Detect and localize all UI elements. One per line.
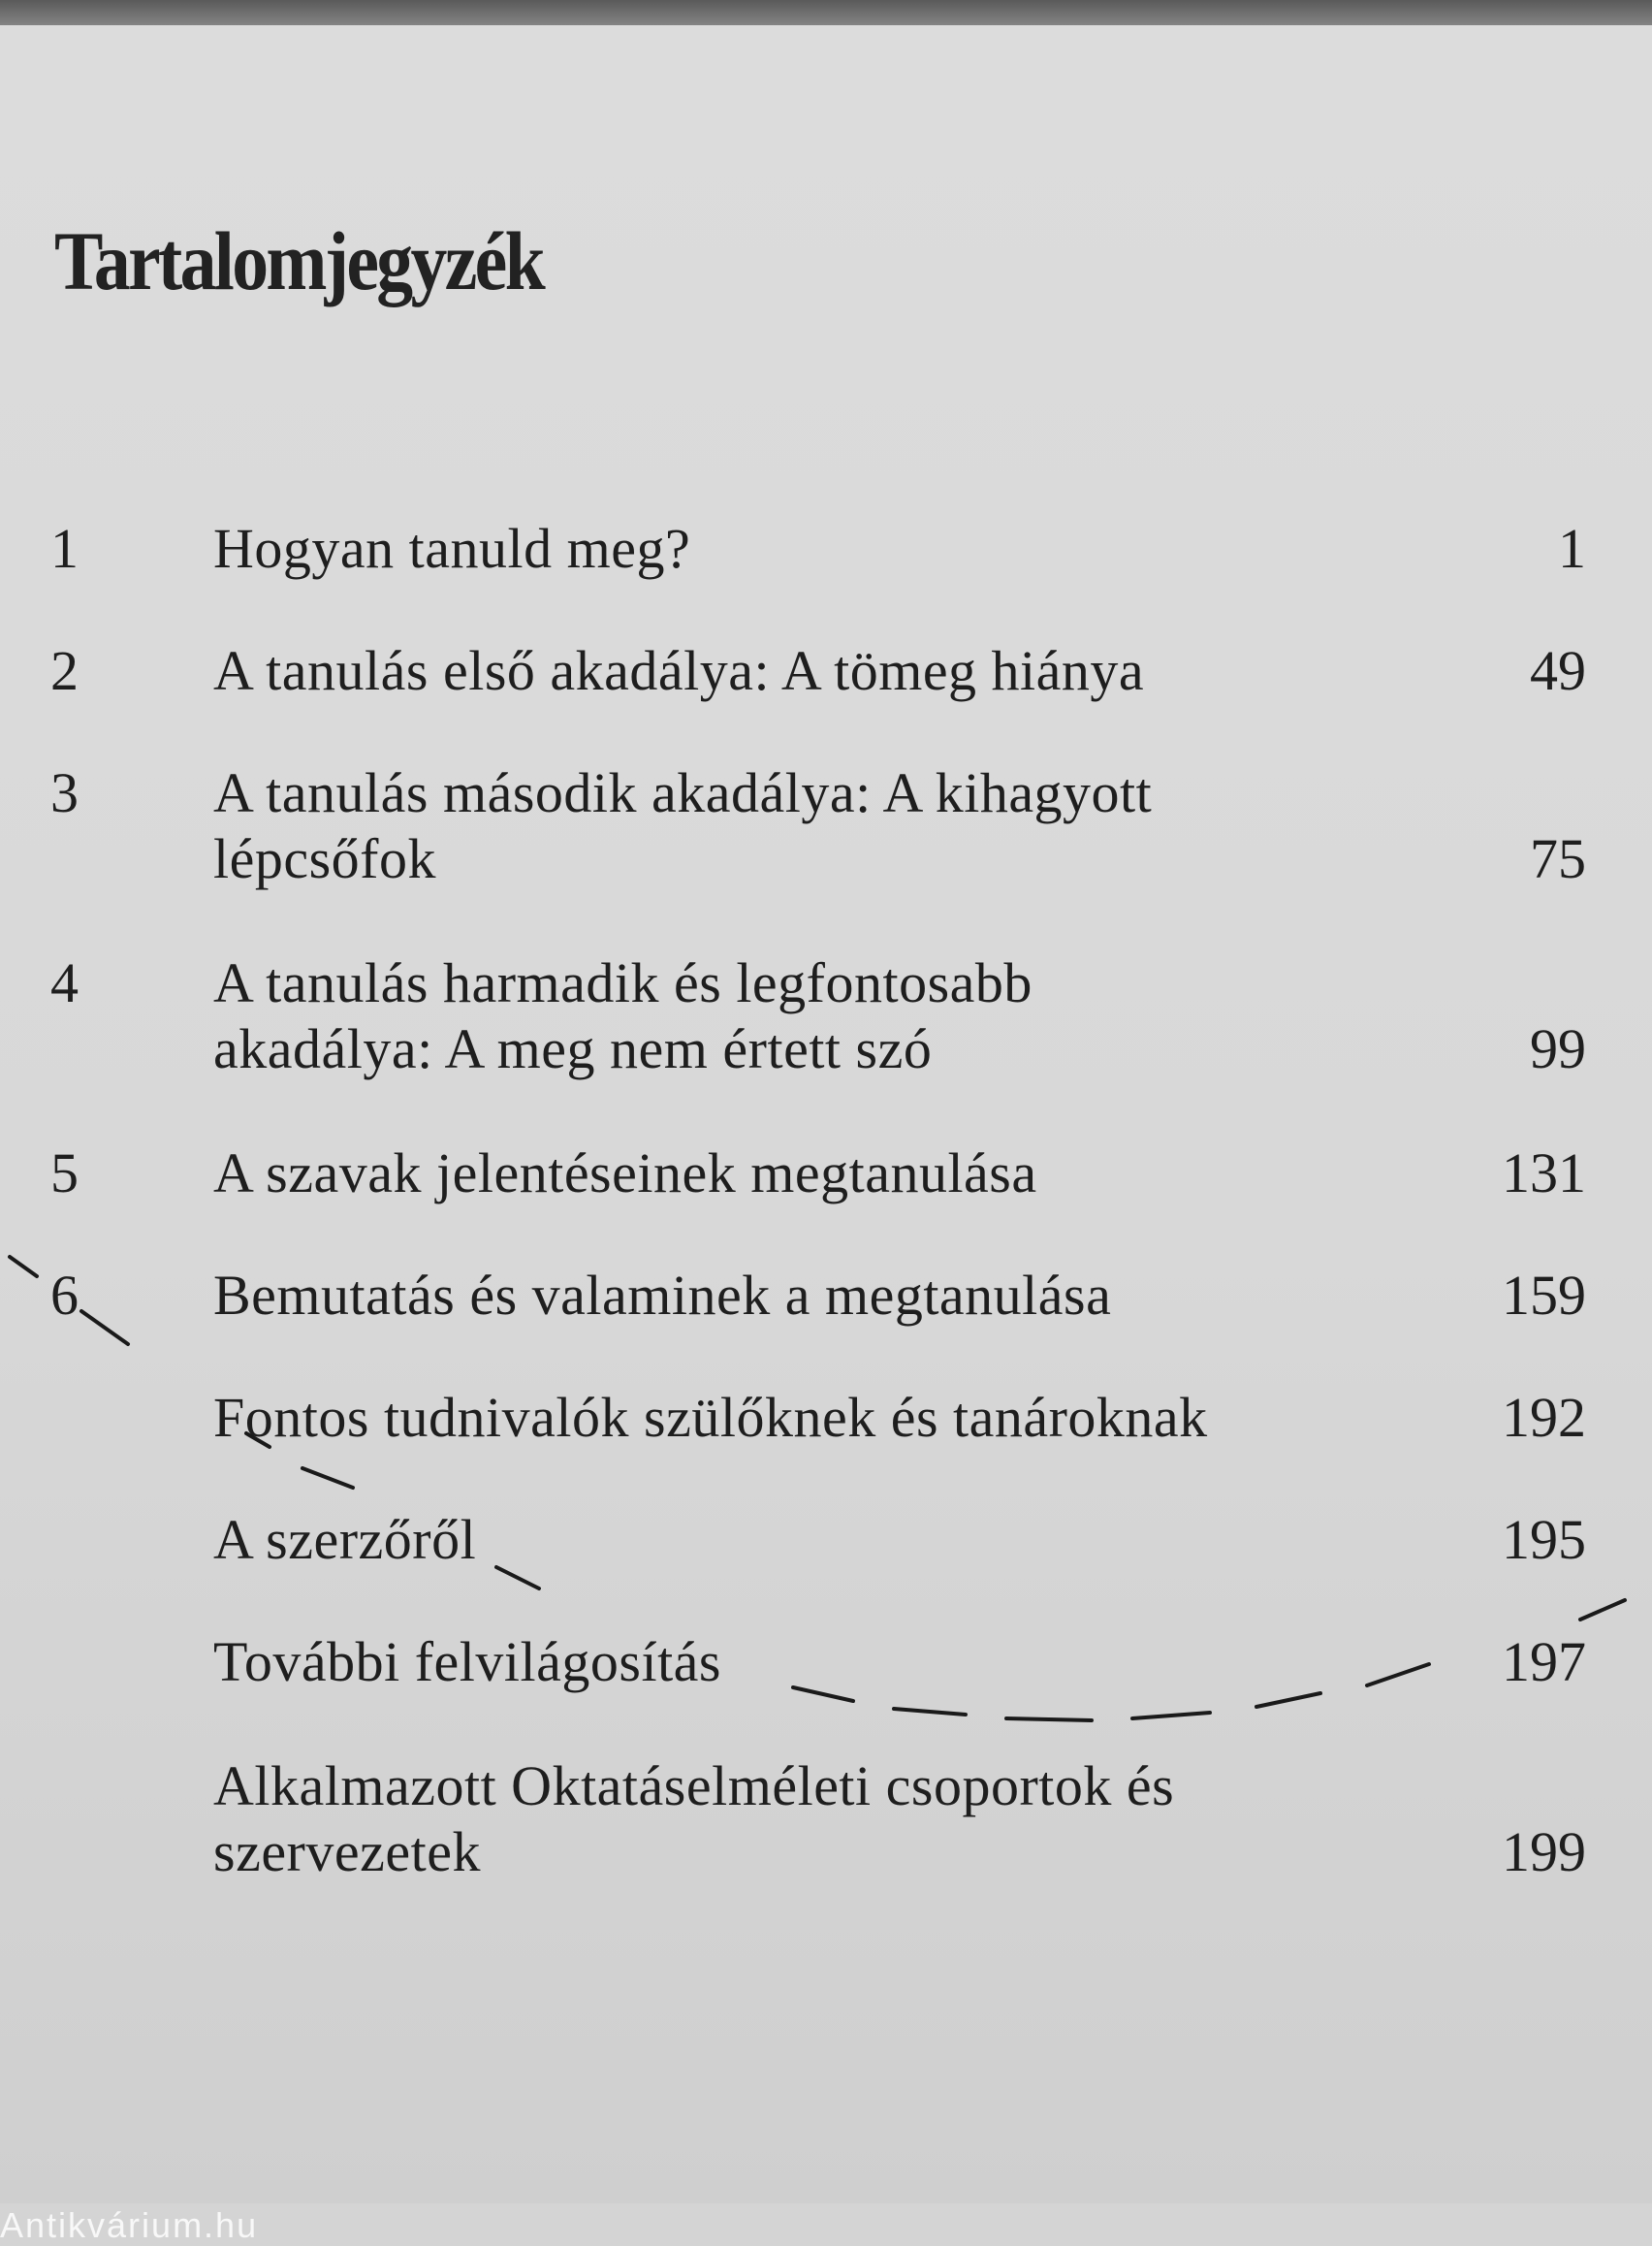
- pen-mark: [246, 1433, 270, 1447]
- page-title: Tartalomjegyzék: [54, 214, 544, 307]
- page-number: 199: [1502, 1820, 1586, 1883]
- chapter-title-line: lépcsőfok: [213, 827, 436, 890]
- chapter-title-line: Fontos tudnivalók szülőknek és tanároknak: [213, 1386, 1208, 1449]
- pen-mark: [793, 1687, 853, 1701]
- pen-mark: [496, 1567, 539, 1588]
- pen-mark: [1256, 1693, 1320, 1707]
- page-number: 1: [1558, 517, 1586, 580]
- chapter-title-line: További felvilágosítás: [213, 1630, 721, 1693]
- chapter-number: 2: [50, 639, 79, 702]
- chapter-title-line: A tanulás második akadálya: A kihagyott: [213, 761, 1153, 824]
- pen-mark: [1580, 1600, 1625, 1620]
- chapter-number: 6: [50, 1264, 79, 1327]
- pen-mark: [10, 1257, 37, 1276]
- chapter-title-line: szervezetek: [213, 1820, 481, 1883]
- pen-marks: [0, 25, 1652, 2203]
- chapter-title-line: akadálya: A meg nem értett szó: [213, 1017, 933, 1080]
- pen-mark: [1132, 1713, 1210, 1718]
- pen-mark: [1367, 1664, 1429, 1685]
- watermark-text: Antikvárium.hu: [0, 2205, 259, 2245]
- page-number: 75: [1530, 827, 1586, 890]
- pen-mark: [1006, 1718, 1092, 1720]
- pen-mark: [81, 1311, 128, 1344]
- page-number: 197: [1502, 1630, 1586, 1693]
- page-number: 159: [1502, 1264, 1586, 1327]
- pen-mark: [302, 1468, 353, 1488]
- chapter-number: 1: [50, 517, 79, 580]
- pen-mark: [894, 1709, 966, 1715]
- chapter-title-line: A tanulás első akadálya: A tömeg hiánya: [213, 639, 1145, 702]
- chapter-number: 3: [50, 761, 79, 824]
- chapter-title-line: Hogyan tanuld meg?: [213, 517, 691, 580]
- page-number: 131: [1502, 1141, 1586, 1204]
- page-number: 99: [1530, 1017, 1586, 1080]
- chapter-title-line: Alkalmazott Oktatáselméleti csoportok és: [213, 1754, 1175, 1817]
- page-number: 192: [1502, 1386, 1586, 1449]
- book-page: [0, 25, 1652, 2245]
- chapter-number: 4: [50, 951, 79, 1014]
- chapter-title-line: A szerzőről: [213, 1508, 477, 1571]
- page-number: 49: [1530, 639, 1586, 702]
- page-number: 195: [1502, 1508, 1586, 1571]
- chapter-number: 5: [50, 1141, 79, 1204]
- chapter-title-line: A szavak jelentéseinek megtanulása: [213, 1141, 1037, 1204]
- chapter-title-line: Bemutatás és valaminek a megtanulása: [213, 1264, 1112, 1327]
- chapter-title-line: A tanulás harmadik és legfontosabb: [213, 951, 1032, 1014]
